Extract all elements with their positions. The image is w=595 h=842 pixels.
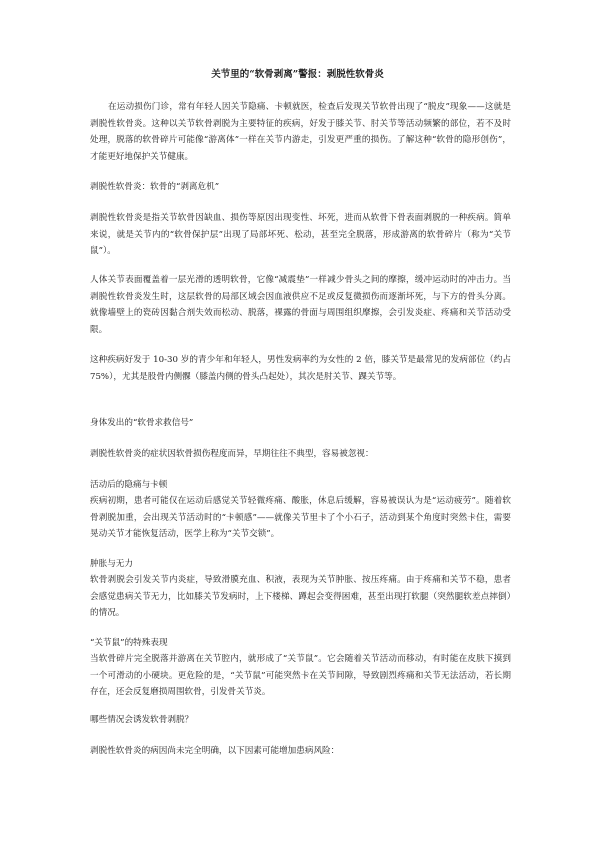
symptom-text-3: 当软骨碎片完全脱落并游离在关节腔内，就形成了“关节鼠”。它会随着关节活动而移动，有时能在皮肤下摸到一个可滑动的小硬块。更危险的是，“关节鼠”可能突然卡在关节间隙，导致剧烈疼痛和关节无法活动，若长期存在，还会反复磨损周围软骨，引发骨关节炎。 [90, 654, 511, 698]
symptom-title-2: 肿胀与无力 [90, 559, 133, 569]
intro-paragraph: 在运动损伤门诊，常有年轻人因关节隐痛、卡顿就医，检查后发现关节软骨出现了“脱皮”现象——这就是剥脱性软骨炎。这种以关节软骨剥脱为主要特征的疾病，好发于膝关节、肘关节等活动频繁的部位，若不及时处理，脱落的软骨碎片可能像“游离体”一样在关节内游走，引发更严重的损伤。了解这种“软骨的隐形创伤”，才能更好地保护关节健康。 [90, 102, 511, 162]
section1-paragraph-2: 人体关节表面覆盖着一层光滑的透明软骨，它像“减震垫”一样减少骨头之间的摩擦，缓冲运动时的冲击力。当剥脱性软骨炎发生时，这层软骨的局部区域会因血液供应不足或反复微损伤而逐渐坏死，与下方的骨头分离。就像墙壁上的瓷砖因黏合剂失效而松动、脱落，裸露的骨面与周围组织摩擦，会引发炎症、疼痛和关节活动受限。 [90, 275, 511, 335]
symptom-title-1: 活动后的隐痛与卡顿 [90, 480, 168, 490]
section2-intro: 剥脱性软骨炎的症状因软骨损伤程度而异，早期往往不典型，容易被忽视： [90, 449, 374, 459]
section1-paragraph-1: 剥脱性软骨炎是指关节软骨因缺血、损伤等原因出现变性、坏死，进而从软骨下骨表面剥脱的一种疾病。简单来说，就是关节内的“软骨保护层”出现了局部坏死、松动，甚至完全脱落，形成游离的软骨碎片（称为“关节鼠”）。 [90, 213, 511, 257]
page-title: 关节里的“软骨剥离”警报：剥脱性软骨炎 [211, 69, 384, 80]
symptom-text-2: 软骨剥脱会引发关节内炎症，导致滑膜充血、积液，表现为关节肿胀、按压疼痛。由于疼痛和关节不稳，患者会感觉患病关节无力，比如膝关节发病时，上下楼梯、蹲起会变得困难，甚至出现打软腿（突然腿软差点摔倒）的情况。 [90, 575, 511, 619]
symptom-text-1: 疾病初期，患者可能仅在运动后感觉关节轻微疼痛、酸胀，休息后缓解，容易被误认为是“运动疲劳”。随着软骨剥脱加重，会出现关节活动时的“卡顿感”——就像关节里卡了个小石子，活动到某个角度时突然卡住，需要晃动关节才能恢复活动，医学上称为“关节交锁”。 [90, 496, 511, 540]
section-heading-2: 身体发出的“软骨求救信号” [90, 418, 194, 428]
section1-paragraph-3: 这种疾病好发于 10-30 岁的青少年和年轻人，男性发病率约为女性的 2 倍，膝关节是最常见的发病部位（约占 75%），尤其是股骨内侧髁（膝盖内侧的骨头凸起处），其次是肘关节、踝关节等。 [90, 355, 511, 382]
section3-intro: 剥脱性软骨炎的病因尚未完全明确，以下因素可能增加患病风险： [90, 746, 340, 756]
symptom-title-3: “关节鼠”的特殊表现 [90, 638, 168, 648]
section-heading-1: 剥脱性软骨炎：软骨的“剥离危机” [90, 182, 220, 192]
section-heading-3: 哪些情况会诱发软骨剥脱？ [90, 715, 194, 725]
